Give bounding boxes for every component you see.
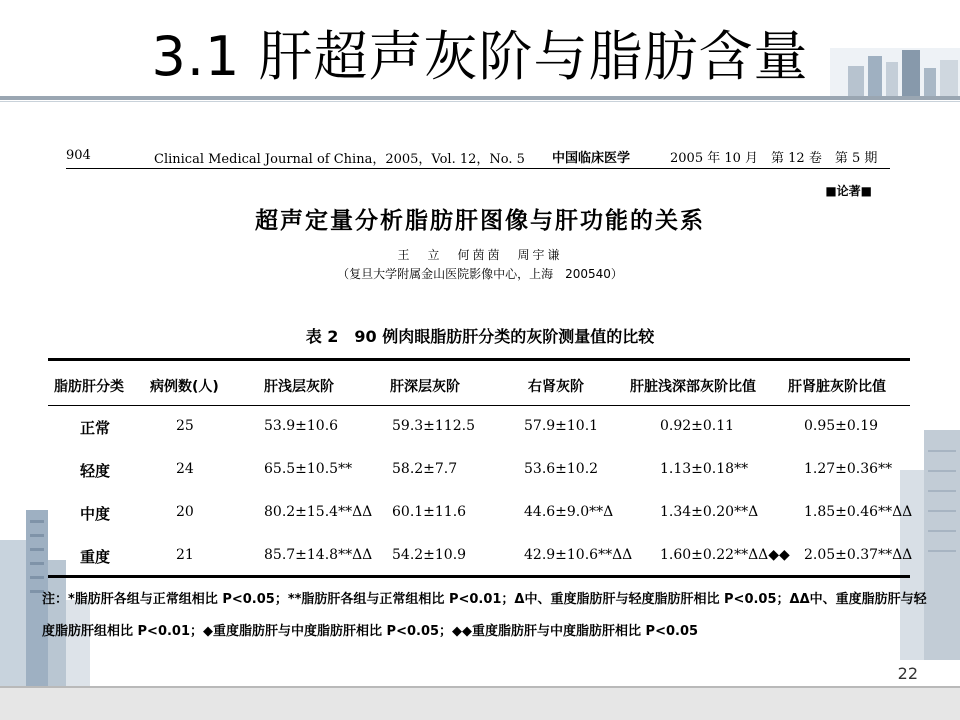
table-note-line-2: 度脂肪肝组相比 P<0.01；◆重度脂肪肝与中度脂肪肝相比 P<0.05；◆◆重度脂肪肝与中度脂肪肝相比 P<0.05: [42, 624, 699, 639]
column-header: 肝浅层灰阶: [264, 379, 334, 395]
slide-title: 3.1 肝超声灰阶与脂肪含量: [151, 25, 809, 88]
column-header: 肝肾脏灰阶比值: [788, 379, 886, 395]
table-cell: 54.2±10.9: [392, 547, 467, 563]
table-top-rule: [48, 358, 910, 361]
table-header-rule: [48, 405, 910, 406]
slide-page-number: 22: [897, 664, 918, 683]
table-cell: 0.92±0.11: [660, 418, 735, 434]
column-header: 肝深层灰阶: [390, 379, 460, 395]
table-cell: 1.85±0.46**ΔΔ: [804, 504, 913, 520]
table-note-line-1: 注：*脂肪肝各组与正常组相比 P<0.05；**脂肪肝各组与正常组相比 P<0.01；Δ中、重度脂肪肝与轻度脂肪肝相比 P<0.05；ΔΔ中、重度脂肪肝与轻: [42, 592, 927, 607]
table-row-label: 重度: [80, 548, 111, 566]
slide-title-area: [0, 0, 960, 96]
column-header: 脂肪肝分类: [54, 379, 124, 395]
table-cell: 1.34±0.20**Δ: [660, 504, 759, 520]
column-header: 病例数(人): [150, 379, 219, 395]
table-cell: 65.5±10.5**: [264, 461, 353, 477]
table-cell: 57.9±10.1: [524, 418, 599, 434]
article-affiliation: （复旦大学附属金山医院影像中心，上海 200540）: [337, 267, 623, 281]
column-header: 肝脏浅深部灰阶比值: [630, 379, 756, 395]
table-cell: 42.9±10.6**ΔΔ: [524, 547, 633, 563]
journal-page: 904: [66, 148, 91, 163]
table-cell: 44.6±9.0**Δ: [524, 504, 614, 520]
paper-excerpt: [40, 128, 927, 648]
table-cell: 80.2±15.4**ΔΔ: [264, 504, 373, 520]
table-cell: 53.6±10.2: [524, 461, 599, 477]
table-cell: 25: [176, 418, 194, 434]
skyline-decoration-top-right: [830, 48, 960, 100]
table-row-label: 中度: [80, 505, 111, 523]
table-cell: 1.13±0.18**: [660, 461, 749, 477]
table-cell: 1.60±0.22**ΔΔ◆◆: [660, 547, 790, 563]
table-row-label: 轻度: [80, 462, 111, 480]
title-divider: [0, 96, 960, 100]
table-cell: 60.1±11.6: [392, 504, 467, 520]
table-cell: 58.2±7.7: [392, 461, 458, 477]
section-tag: ■论著■: [825, 184, 872, 198]
table-caption: 表 2 90 例肉眼脂肪肝分类的灰阶测量值的比较: [305, 327, 655, 346]
table-cell: 24: [176, 461, 194, 477]
journal-rule: [66, 168, 890, 169]
table-cell: 53.9±10.6: [264, 418, 339, 434]
table-cell: 2.05±0.37**ΔΔ: [804, 547, 913, 563]
table-cell: 85.7±14.8**ΔΔ: [264, 547, 373, 563]
journal-chinese: 中国临床医学: [552, 151, 631, 166]
table-row-label: 正常: [80, 419, 111, 437]
column-header: 右肾灰阶: [528, 379, 584, 395]
journal-header: [66, 146, 896, 168]
table-cell: 21: [176, 547, 194, 563]
table-cell: 59.3±112.5: [392, 418, 475, 434]
journal-date: 2005 年 10 月 第 12 卷 第 5 期: [670, 151, 878, 166]
table-bottom-rule: [48, 575, 910, 578]
title-divider-thin: [0, 101, 960, 102]
article-authors: 王 立 何茵茵 周宇谦: [397, 248, 563, 262]
footer-bar: [0, 688, 960, 720]
table-cell: 0.95±0.19: [804, 418, 879, 434]
article-title: 超声定量分析脂肪肝图像与肝功能的关系: [255, 208, 705, 234]
table-cell: 1.27±0.36**: [804, 461, 893, 477]
table-cell: 20: [176, 504, 194, 520]
journal-english: Clinical Medical Journal of China，2005，Vol. 12，No. 5: [154, 152, 525, 167]
